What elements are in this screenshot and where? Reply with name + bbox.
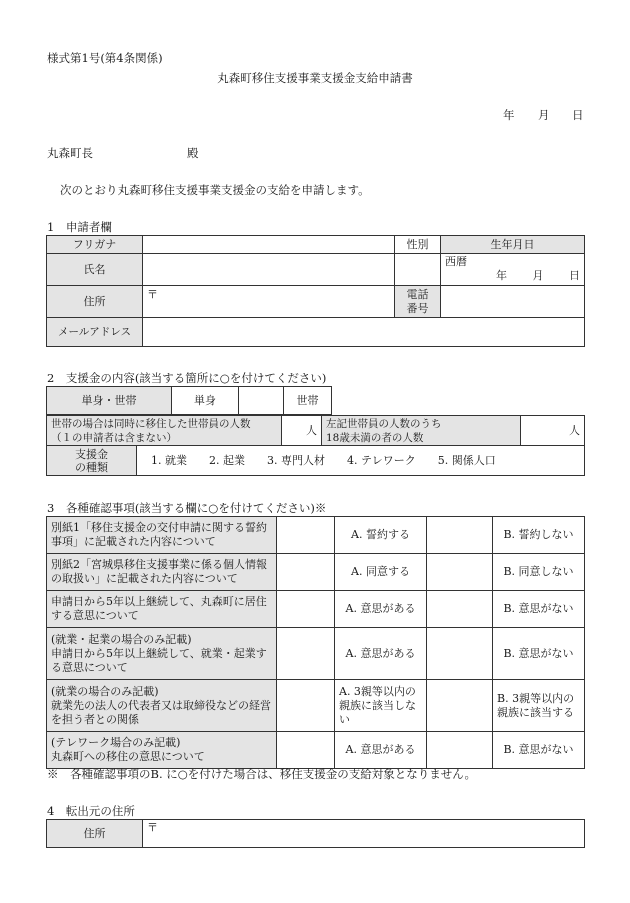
- confirm-b-mark-3[interactable]: [427, 591, 493, 628]
- confirm-item-3: 申請日から5年以上継続して、丸森町に居住する意思について: [47, 591, 277, 628]
- single-option[interactable]: 単身: [172, 387, 239, 415]
- date-year: 年: [503, 108, 515, 122]
- era-label: 西暦: [445, 255, 467, 268]
- confirm-a-mark-4[interactable]: [277, 628, 335, 680]
- confirm-a-1: A. 誓約する: [335, 517, 427, 554]
- phone-label: 電話 番号: [395, 286, 441, 318]
- section4-heading: 4 転出元の住所: [47, 804, 135, 818]
- confirm-b-mark-6[interactable]: [427, 732, 493, 769]
- section1-heading: 1 申請者欄: [47, 220, 112, 234]
- movers-count-label: 世帯の場合は同時に移住した世帯員の人数 （１の申請者は含まない）: [47, 416, 282, 446]
- single-mark-field[interactable]: [239, 387, 284, 415]
- previous-address-field[interactable]: [143, 820, 585, 848]
- movers-count-field[interactable]: [282, 416, 322, 446]
- previous-address-table: [46, 819, 585, 848]
- address-field[interactable]: [143, 286, 395, 318]
- confirm-b-mark-2[interactable]: [427, 554, 493, 591]
- confirm-b-mark-4[interactable]: [427, 628, 493, 680]
- household-option[interactable]: 世帯: [284, 387, 332, 415]
- name-field[interactable]: [143, 254, 395, 286]
- postal-mark: 〒: [147, 288, 158, 301]
- confirm-b-1: B. 誓約しない: [493, 517, 585, 554]
- movers-unit: 人: [306, 423, 317, 437]
- support-content-table: [46, 415, 585, 476]
- confirm-a-mark-3[interactable]: [277, 591, 335, 628]
- gender-label: 性別: [395, 236, 441, 254]
- confirm-item-5: (就業の場合のみ記載) 就業先の法人の代表者又は取締役などの経営を担う者との関係: [47, 680, 277, 732]
- confirm-a-2: A. 同意する: [335, 554, 427, 591]
- intro-text: 次のとおり丸森町移住支援事業支援金の支給を申請します。: [60, 183, 370, 197]
- confirm-b-mark-5[interactable]: [427, 680, 493, 732]
- addressee-suffix: 殿: [187, 146, 199, 160]
- confirm-a-6: A. 意思がある: [335, 732, 427, 769]
- previous-postal-mark: 〒: [147, 821, 158, 834]
- confirm-b-2: B. 同意しない: [493, 554, 585, 591]
- confirm-a-3: A. 意思がある: [335, 591, 427, 628]
- confirm-item-1: 別紙1「移住支援金の交付申請に関する誓約事項」に記載された内容について: [47, 517, 277, 554]
- addressee-name: 丸森町長: [47, 146, 93, 160]
- form-label: 様式第1号(第4条関係): [47, 51, 163, 65]
- confirm-a-mark-6[interactable]: [277, 732, 335, 769]
- date-month: 月: [538, 108, 550, 122]
- support-type-label: 支援金 の種類: [47, 446, 137, 476]
- date-day: 日: [572, 108, 584, 122]
- single-or-household-label: 単身・世帯: [47, 387, 172, 415]
- confirm-item-6: (テレワーク場合のみ記載) 丸森町への移住の意思について: [47, 732, 277, 769]
- confirm-a-4: A. 意思がある: [335, 628, 427, 680]
- confirmation-note: ※ 各種確認事項のB. に○を付けた場合は、移住支援金の支給対象となりません。: [47, 767, 476, 781]
- confirm-b-6: B. 意思がない: [493, 732, 585, 769]
- confirm-b-3: B. 意思がない: [493, 591, 585, 628]
- birth-month-label: 月: [532, 269, 544, 282]
- birth-year-label: 年: [496, 269, 507, 282]
- applicant-table: [46, 235, 585, 347]
- confirm-a-mark-1[interactable]: [277, 517, 335, 554]
- confirm-item-2: 別紙2「宮城県移住支援事業に係る個人情報の取扱い」に記載された内容について: [47, 554, 277, 591]
- household-type-table: [46, 386, 332, 415]
- support-type-options[interactable]: 1. 就業 2. 起業 3. 専門人材 4. テレワーク 5. 関係人口: [137, 446, 585, 476]
- section3-heading: 3 各種確認事項(該当する欄に○を付けてください)※: [47, 501, 327, 515]
- under18-count-label: 左記世帯員の人数のうち 18歳未満の者の人数: [322, 416, 521, 446]
- confirmation-table: [46, 516, 585, 769]
- birthdate-label: 生年月日: [441, 236, 585, 254]
- confirm-a-mark-5[interactable]: [277, 680, 335, 732]
- section2-heading: 2 支援金の内容(該当する箇所に○を付けてください): [47, 371, 327, 385]
- under18-count-field[interactable]: [521, 416, 585, 446]
- address-label: 住所: [47, 286, 143, 318]
- furigana-label: フリガナ: [47, 236, 143, 254]
- birth-day-label: 日: [569, 269, 580, 282]
- phone-field[interactable]: [441, 286, 585, 318]
- under18-unit: 人: [569, 423, 580, 437]
- page-title: 丸森町移住支援事業支援金支給申請書: [217, 71, 413, 85]
- confirm-b-5: B. 3親等以内の親族に該当する: [493, 680, 585, 732]
- email-field[interactable]: [143, 318, 585, 347]
- confirm-item-4: (就業・起業の場合のみ記載) 申請日から5年以上継続して、就業・起業する意思について: [47, 628, 277, 680]
- confirm-a-mark-2[interactable]: [277, 554, 335, 591]
- gender-field[interactable]: [395, 254, 441, 286]
- email-label: メールアドレス: [47, 318, 143, 347]
- confirm-b-mark-1[interactable]: [427, 517, 493, 554]
- confirm-b-4: B. 意思がない: [493, 628, 585, 680]
- previous-address-label: 住所: [47, 820, 143, 848]
- birthdate-field[interactable]: [441, 254, 585, 286]
- confirm-a-5: A. 3親等以内の親族に該当しない: [335, 680, 427, 732]
- furigana-field[interactable]: [143, 236, 395, 254]
- name-label: 氏名: [47, 254, 143, 286]
